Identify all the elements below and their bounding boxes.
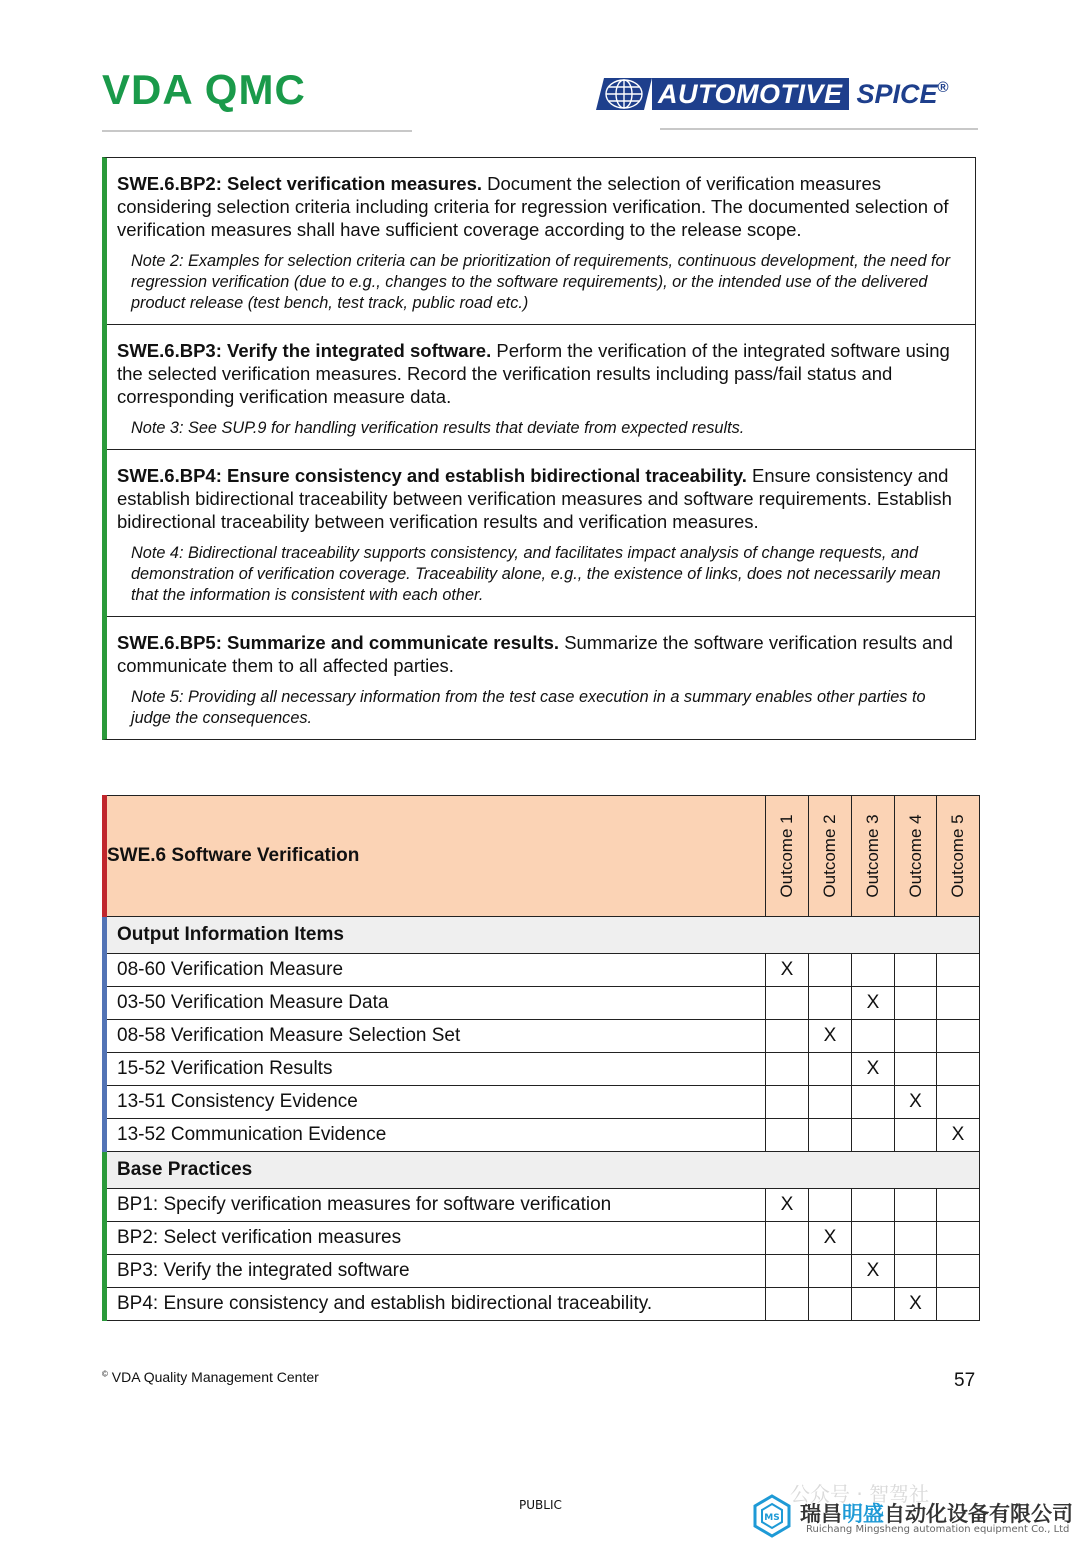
bp-note: Note 4: Bidirectional traceability supports consistency, and facilitates impact analysis of change requests, and demonstration of verification coverage. Traceability alone, e.g., the existence of links, does not necessarily mean that the information is consistent with each other. xyxy=(131,544,941,604)
row-name: BP3: Verify the integrated software xyxy=(105,1255,766,1288)
outcome-mark-cell xyxy=(895,1189,937,1222)
outcome-mark-cell xyxy=(852,1086,895,1119)
outcome-mark-cell xyxy=(937,1189,980,1222)
bp-description xyxy=(117,339,965,408)
bp-body: Summarize the software verification results and communicate them to all affected parties. xyxy=(117,632,953,676)
spice-label: SPICE® xyxy=(856,78,949,109)
outcome-mark-cell xyxy=(809,1189,852,1222)
row-name: BP1: Specify verification measures for software verification xyxy=(105,1189,766,1222)
bp-section xyxy=(107,158,975,325)
outcome-mark-cell xyxy=(937,1255,980,1288)
bp-body: Document the selection of verification measures considering selection criteria including criteria for regression verification. The documented selection of verification measures shall have sufficient coverage according to the release scope. xyxy=(117,173,949,240)
outcome-mark-cell xyxy=(895,1119,937,1152)
outcome-mark-cell xyxy=(937,987,980,1020)
table-group-row xyxy=(105,917,980,954)
outcome-mark-cell xyxy=(895,1222,937,1255)
bp-title: SWE.6.BP2: Select verification measures. xyxy=(117,173,483,194)
outcome-mark-cell: X xyxy=(852,1255,895,1288)
outcome-mark-cell xyxy=(766,1222,809,1255)
bp-note: Note 3: See SUP.9 for handling verification results that deviate from expected results. xyxy=(131,419,745,437)
table-row xyxy=(105,1119,980,1152)
outcome-mark-cell xyxy=(809,1288,852,1321)
outcome-mark-cell: X xyxy=(766,1189,809,1222)
table-row xyxy=(105,1086,980,1119)
outcome-mark-cell xyxy=(937,1086,980,1119)
bp-title: SWE.6.BP3: Verify the integrated software. xyxy=(117,340,492,361)
outcome-header: Outcome 2 xyxy=(809,796,852,917)
outcome-mark-cell xyxy=(809,1119,852,1152)
outcome-mark-cell xyxy=(895,1020,937,1053)
bp-description xyxy=(117,631,965,677)
bp-body: Perform the verification of the integrated software using the selected verification measures. Record the verification results including pass/fail status and corresponding verification measure data. xyxy=(117,340,950,407)
outcome-mark-cell xyxy=(766,1255,809,1288)
row-name: 08-60 Verification Measure xyxy=(105,954,766,987)
outcome-mark-cell xyxy=(937,1053,980,1086)
group-label: Base Practices xyxy=(105,1152,980,1189)
outcome-mark-cell xyxy=(809,1086,852,1119)
bp-note: Note 5: Providing all necessary information from the test case execution in a summary enables other parties to judge the consequences. xyxy=(131,688,926,727)
outcome-mark-cell xyxy=(895,1053,937,1086)
automotive-label: AUTOMOTIVE xyxy=(652,78,849,110)
table-row xyxy=(105,1053,980,1086)
bp-section xyxy=(107,450,975,617)
automotive-spice-logo xyxy=(596,76,949,112)
row-name: 08-58 Verification Measure Selection Set xyxy=(105,1020,766,1053)
table-row xyxy=(105,987,980,1020)
globe-icon xyxy=(596,78,652,110)
table-row xyxy=(105,1288,980,1321)
outcome-mark-cell xyxy=(766,1020,809,1053)
table-header-row xyxy=(105,796,980,917)
outcome-mark-cell xyxy=(766,1053,809,1086)
bp-title: SWE.6.BP4: Ensure consistency and establish bidirectional traceability. xyxy=(117,465,747,486)
outcome-mark-cell xyxy=(937,1288,980,1321)
outcome-mark-cell xyxy=(766,1086,809,1119)
outcome-header: Outcome 3 xyxy=(852,796,895,917)
outcome-mark-cell: X xyxy=(809,1222,852,1255)
outcome-mark-cell xyxy=(766,987,809,1020)
company-name: 瑞昌明盛自动化设备有限公司 xyxy=(800,1502,1073,1526)
row-name: 15-52 Verification Results xyxy=(105,1053,766,1086)
table-row xyxy=(105,1222,980,1255)
outcome-mark-cell xyxy=(766,1288,809,1321)
outcome-mark-cell: X xyxy=(766,954,809,987)
outcome-mark-cell: X xyxy=(937,1119,980,1152)
company-name-english: Ruichang Mingsheng automation equipment Co., Ltd xyxy=(806,1524,1070,1535)
outcome-mark-cell xyxy=(852,1189,895,1222)
outcome-mark-cell xyxy=(809,954,852,987)
header-divider-right xyxy=(660,128,978,130)
vda-qmc-logo: VDA QMC xyxy=(102,66,306,113)
outcome-header: Outcome 5 xyxy=(937,796,980,917)
outcome-mark-cell xyxy=(852,954,895,987)
page-number: 57 xyxy=(954,1370,976,1391)
header-divider-left xyxy=(102,130,412,132)
outcome-header: Outcome 1 xyxy=(766,796,809,917)
outcome-mark-cell xyxy=(937,954,980,987)
outcome-matrix-table xyxy=(102,795,980,1321)
svg-text:MS: MS xyxy=(764,1513,780,1523)
company-logo-icon xyxy=(752,1494,792,1538)
outcome-mark-cell xyxy=(895,954,937,987)
outcome-mark-cell: X xyxy=(852,1053,895,1086)
copyright-notice: © VDA Quality Management Center xyxy=(102,1369,319,1385)
bp-note: Note 2: Examples for selection criteria can be prioritization of requirements, continuous development, the need for regression verification (due to e.g., changes to the software requirements), or the intended use of the delivered product release (test bench, test track, public road etc.) xyxy=(131,252,951,312)
bp-title: SWE.6.BP5: Summarize and communicate results. xyxy=(117,632,560,653)
row-name: 03-50 Verification Measure Data xyxy=(105,987,766,1020)
page-header xyxy=(0,0,1080,140)
table-row xyxy=(105,1189,980,1222)
outcome-mark-cell xyxy=(809,1053,852,1086)
table-row xyxy=(105,954,980,987)
outcome-mark-cell xyxy=(766,1119,809,1152)
bp-description xyxy=(117,464,965,533)
outcome-mark-cell xyxy=(895,1255,937,1288)
outcome-mark-cell: X xyxy=(852,987,895,1020)
outcome-mark-cell: X xyxy=(895,1288,937,1321)
outcome-mark-cell xyxy=(937,1222,980,1255)
bp-body: Ensure consistency and establish bidirectional traceability between verification measures and software requirements. Establish bidirectional traceability between verification results and verification measures. xyxy=(117,465,952,532)
outcome-mark-cell: X xyxy=(895,1086,937,1119)
outcome-mark-cell xyxy=(852,1119,895,1152)
outcome-mark-cell xyxy=(809,1255,852,1288)
group-label: Output Information Items xyxy=(105,917,980,954)
watermark-text: 公众号 · 智驾社 xyxy=(790,1482,930,1506)
bp-description xyxy=(117,172,965,241)
table-row xyxy=(105,1020,980,1053)
outcome-mark-cell xyxy=(852,1288,895,1321)
outcome-mark-cell xyxy=(809,987,852,1020)
table-row xyxy=(105,1255,980,1288)
outcome-mark-cell xyxy=(852,1020,895,1053)
table-title: SWE.6 Software Verification xyxy=(105,796,766,917)
row-name: 13-51 Consistency Evidence xyxy=(105,1086,766,1119)
outcome-mark-cell xyxy=(937,1020,980,1053)
classification-label: PUBLIC xyxy=(519,1498,562,1512)
bp-section xyxy=(107,617,975,739)
row-name: 13-52 Communication Evidence xyxy=(105,1119,766,1152)
outcome-mark-cell xyxy=(852,1222,895,1255)
table-group-row xyxy=(105,1152,980,1189)
bp-section xyxy=(107,325,975,450)
outcome-mark-cell: X xyxy=(809,1020,852,1053)
outcome-header: Outcome 4 xyxy=(895,796,937,917)
row-name: BP2: Select verification measures xyxy=(105,1222,766,1255)
outcome-mark-cell xyxy=(895,987,937,1020)
base-practices-box xyxy=(102,157,976,740)
row-name: BP4: Ensure consistency and establish bidirectional traceability. xyxy=(105,1288,766,1321)
